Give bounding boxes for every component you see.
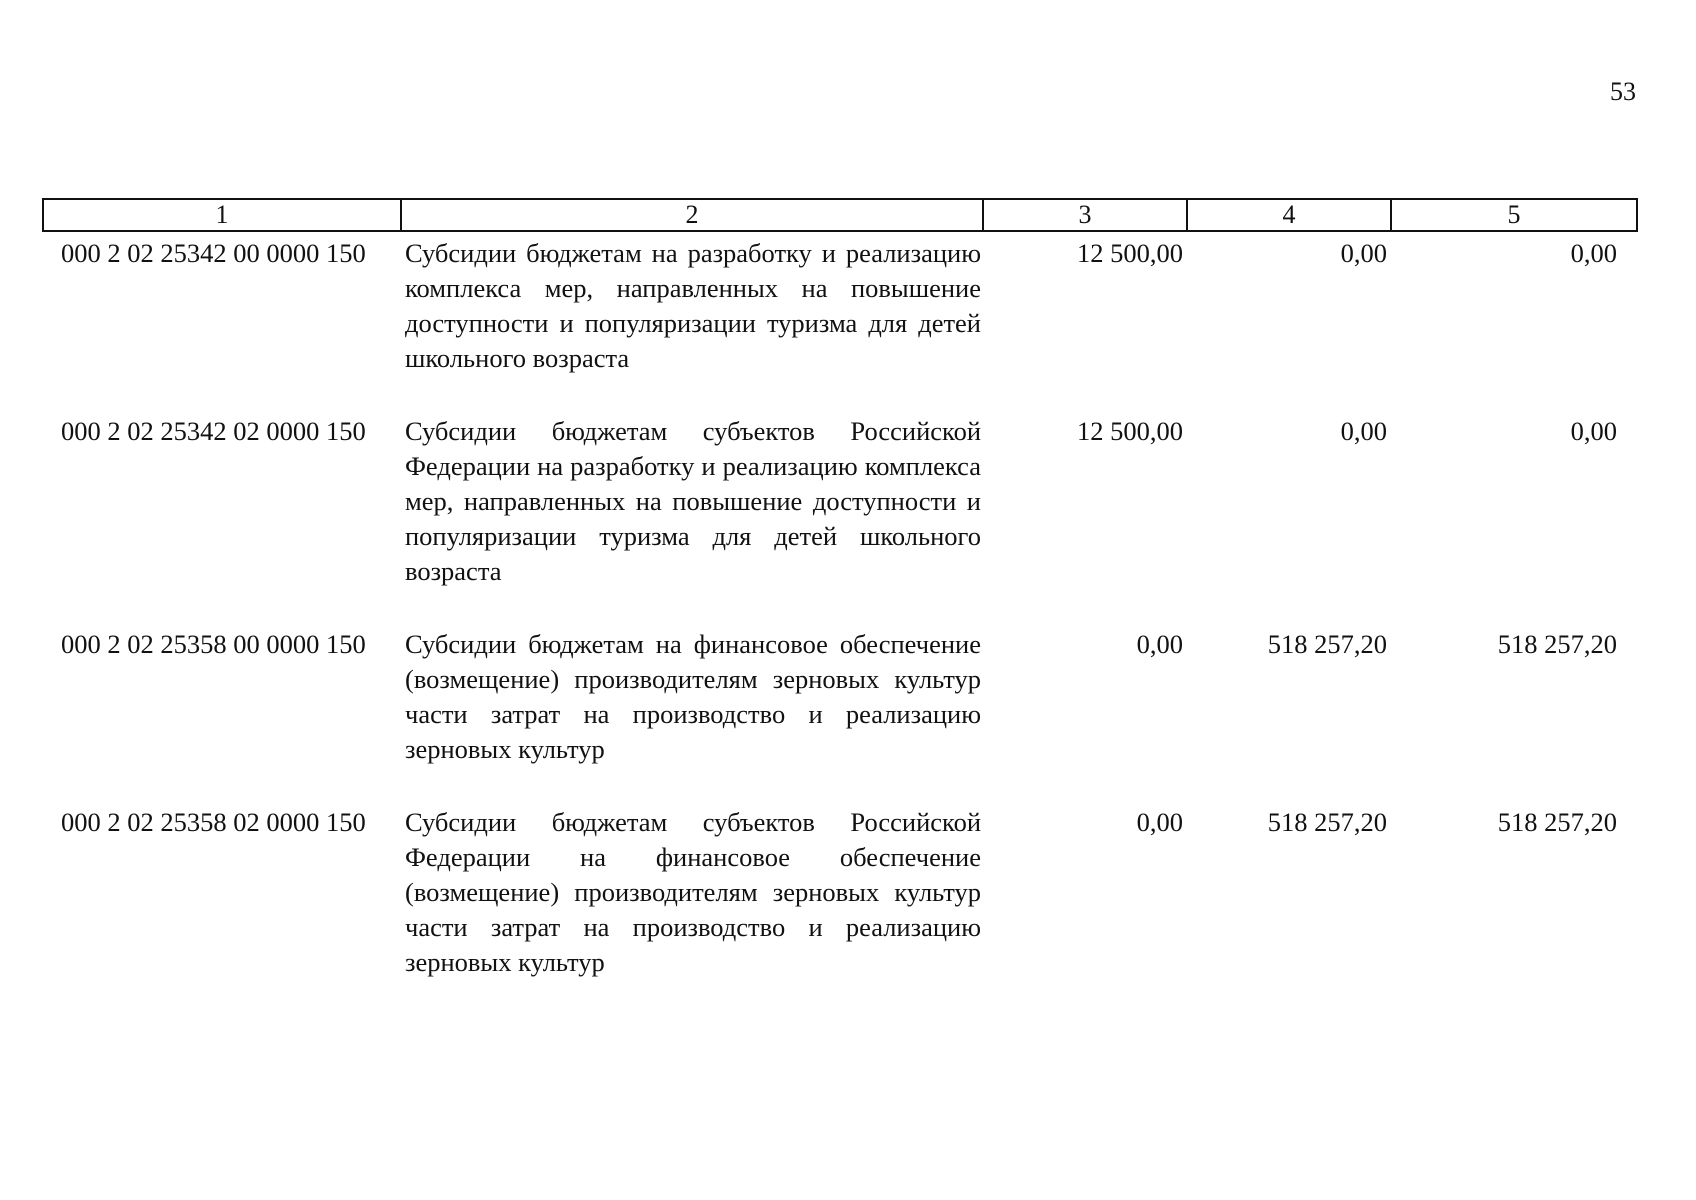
- row-col4-value: 0,00: [1340, 238, 1387, 268]
- row-col5-value: 518 257,20: [1497, 629, 1617, 659]
- row-code: 000 2 02 25342 00 0000 150: [61, 238, 366, 268]
- header-row: [43, 199, 1637, 231]
- row-name: Субсидии бюджетам на разработку и реализацию комплекса мер, направленных на повышение доступности и популяризации туризма для детей школьного возраста: [405, 238, 981, 373]
- table-body: [43, 231, 1637, 980]
- page-number: 53: [1610, 77, 1636, 106]
- row-col3-value: 12 500,00: [1077, 238, 1183, 268]
- row-col3-value: 0,00: [1136, 629, 1183, 659]
- row-col4-value: 518 257,20: [1267, 629, 1387, 659]
- row-col5-value: 518 257,20: [1497, 807, 1617, 837]
- row-col4-value: 518 257,20: [1267, 807, 1387, 837]
- header-col-1: 1: [43, 199, 401, 231]
- row-code: 000 2 02 25358 02 0000 150: [61, 807, 366, 837]
- budget-table: [42, 198, 1638, 980]
- table-row: [43, 627, 1637, 805]
- row-col5-value: 0,00: [1570, 238, 1617, 268]
- table-row: [43, 414, 1637, 627]
- row-code: 000 2 02 25342 02 0000 150: [61, 416, 366, 446]
- row-code: 000 2 02 25358 00 0000 150: [61, 629, 366, 659]
- table-header: [43, 199, 1637, 231]
- row-col4-value: 0,00: [1340, 416, 1387, 446]
- header-col-2: 2: [401, 199, 983, 231]
- row-col3-value: 12 500,00: [1077, 416, 1183, 446]
- row-col5-value: 0,00: [1570, 416, 1617, 446]
- header-col-3: 3: [983, 199, 1187, 231]
- header-col-5: 5: [1391, 199, 1637, 231]
- header-col-4: 4: [1187, 199, 1391, 231]
- table-row: [43, 231, 1637, 414]
- table-row: [43, 805, 1637, 980]
- row-col3-value: 0,00: [1136, 807, 1183, 837]
- row-name: Субсидии бюджетам субъектов Российской Федерации на финансовое обеспечение (возмещение) производителям зерновых культур части затрат на производство и реализацию зерновых культур: [405, 807, 981, 977]
- row-name: Субсидии бюджетам на финансовое обеспечение (возмещение) производителям зерновых культур части затрат на производство и реализацию зерновых культур: [405, 629, 981, 764]
- row-name: Субсидии бюджетам субъектов Российской Федерации на разработку и реализацию комплекса мер, направленных на повышение доступности и популяризации туризма для детей школьного возраста: [405, 416, 981, 586]
